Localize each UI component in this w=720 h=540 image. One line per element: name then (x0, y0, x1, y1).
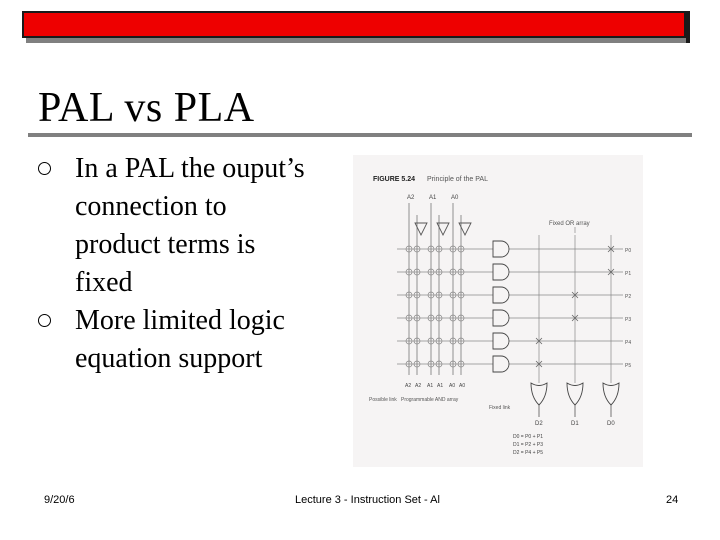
output-label: D0 (607, 421, 615, 427)
pal-diagram-figure (353, 155, 643, 467)
pal-diagram (353, 155, 643, 467)
output-label: D2 (535, 421, 543, 427)
product-term-label: P5 (625, 363, 632, 369)
top-bar-red (22, 11, 686, 38)
product-term-label: P3 (625, 317, 632, 323)
and-input-label: A1 (427, 383, 434, 389)
slide-title: PAL vs PLA (38, 85, 255, 131)
product-term-label: P0 (625, 248, 632, 254)
and-input-label: A0 (449, 383, 456, 389)
footer-page-number: 24 (666, 494, 679, 506)
bullet-text: More limited logic equation support (75, 305, 285, 374)
and-array-label: Programmable AND array (401, 397, 459, 403)
bullet-text: In a PAL the ouput’s connection to product terms is fixed (75, 153, 305, 298)
product-term-label: P4 (625, 340, 632, 346)
figure-caption-title: Principle of the PAL (427, 176, 488, 183)
and-input-label: A0 (459, 383, 466, 389)
possible-link-label: Possible link (369, 397, 397, 403)
top-decoration-bar (22, 11, 690, 43)
output-lines (539, 405, 611, 417)
input-lines (409, 203, 461, 375)
bullet-item (38, 302, 308, 378)
and-input-label: A1 (437, 383, 444, 389)
hollow-circle-bullet-icon (38, 162, 51, 175)
equation-line: D2 = P4 + P5 (513, 450, 544, 456)
figure-caption: FIGURE 5.24 (373, 176, 416, 183)
product-term-label: P1 (625, 271, 632, 277)
fixed-link-label: Fixed link (489, 405, 511, 411)
product-term-label: P2 (625, 294, 632, 300)
input-label: A0 (451, 195, 459, 201)
output-label: D1 (571, 421, 579, 427)
and-array-fuses (406, 246, 464, 367)
input-label: A2 (407, 195, 415, 201)
footer-date: 9/20/6 (44, 494, 75, 506)
and-gates (493, 241, 509, 372)
or-array-label: Fixed OR array (549, 221, 590, 227)
and-input-label: A2 (415, 383, 422, 389)
and-input-label: A2 (405, 383, 412, 389)
equation-line: D1 = P2 + P3 (513, 442, 544, 448)
hollow-circle-bullet-icon (38, 314, 51, 327)
title-underline (28, 133, 692, 137)
bullet-item (38, 150, 308, 302)
input-buffers (415, 223, 471, 235)
or-gates (531, 383, 619, 405)
equation-line: D0 = P0 + P1 (513, 434, 544, 440)
bullet-list (38, 150, 308, 378)
footer-lecture-title: Lecture 3 - Instruction Set - Al (295, 494, 440, 506)
top-bar-endcap (686, 11, 690, 43)
or-array-lines (539, 235, 611, 383)
input-label: A1 (429, 195, 437, 201)
